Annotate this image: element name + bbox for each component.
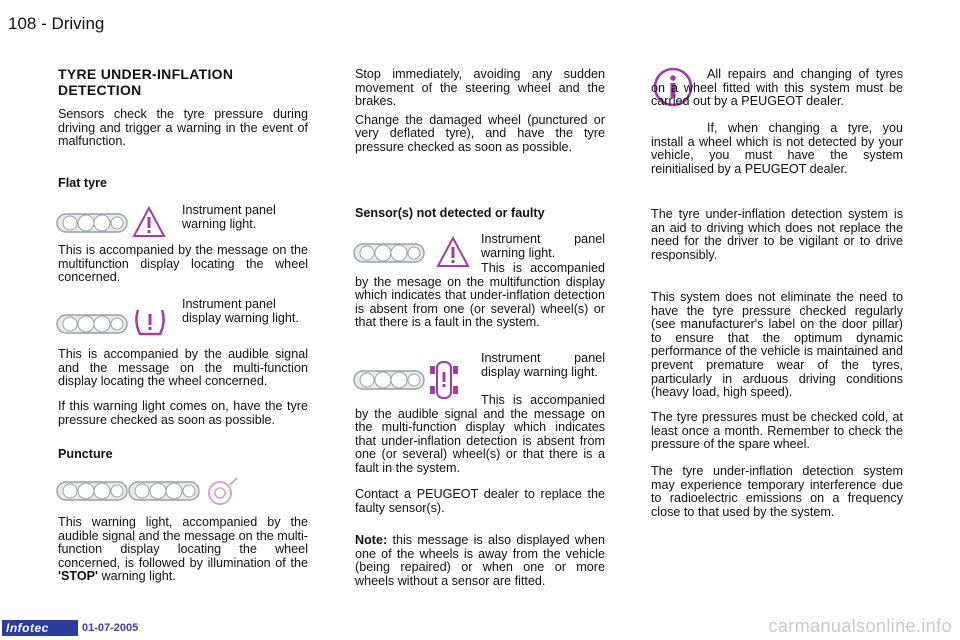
stop-immediately-text: Stop immediately, avoiding any sudden movement of the steering wheel and the brakes. [355, 67, 605, 109]
aid-text: The tyre under-inflation detection system is an aid to driving which does not replace the need for the driver to be vigilant or to drive responsibly. [651, 207, 903, 262]
sensor-heading: Sensor(s) not detected or faulty [355, 206, 545, 220]
flat-if-comes-on-text: If this warning light comes on, have the tyre pressure checked as soon as possible. [58, 399, 308, 427]
puncture-text [58, 516, 308, 584]
repairs-text: All repairs and changing of tyres on a wheel fitted with this system must be carried out by a PEUGEOT dealer. [651, 67, 903, 109]
flat-tyre-heading: Flat tyre [58, 176, 107, 190]
sensor-warning-light-label: Instrument panel warning light. [481, 232, 605, 260]
flat-audible-text: This is accompanied by the audible signal and the message on the multi-function display locating the wheel concerned. [58, 347, 308, 389]
warning-triangle-icon [132, 206, 166, 238]
contact-dealer-text: Contact a PEUGEOT dealer to replace the faulty sensor(s). [355, 487, 605, 515]
puncture-text-prefix: This warning light, accompanied by the audible signal and the message on the multi-function display locating the wheel concerned, is followed by illumination of the [58, 515, 308, 570]
instrument-panel-icon [56, 211, 128, 235]
sensor-display-warning-label: Instrument panel display warning light. [481, 351, 605, 379]
if-changing-text: If, when changing a tyre, you install a wheel which is not detected by your vehicle, you must have the system reinitialised by a PEUGEOT dealer. [651, 121, 903, 176]
instrument-panel-icon [56, 479, 128, 503]
puncture-heading: Puncture [58, 447, 113, 461]
tyre-pressure-warning-icon [132, 304, 168, 340]
note-body: this message is also displayed when one of the wheels is away from the vehicle (being repaired) or when one or more wheels without a sensor are fitted. [355, 533, 605, 588]
flat-warning-light-label: Instrument panel warning light. [182, 203, 276, 231]
note-label: Note: [355, 533, 388, 547]
infotec-logo: Infotec [2, 620, 78, 636]
section-title: TYRE UNDER-INFLATION DETECTION [58, 66, 234, 98]
column-1 [58, 66, 308, 154]
sensor-accompanied-text: This is accompanied by the mesage on the multifunction display which indicates that under-inflation detection is absent from one (or several) wheel(s) or that there is a fault in the system. [355, 261, 605, 330]
flat-accompanied-text: This is accompanied by the message on the multifunction display locating the wheel concerned. [58, 243, 308, 285]
sensor-audible-text: This is accompanied by the audible signal and the message on the multi-function display which indicates that under-inflation detection is absent from one (or several) wheel(s) or that there is a fault in the system. [355, 393, 605, 475]
instrument-panel-icon [353, 368, 425, 392]
instrument-panel-icon [56, 312, 128, 336]
page-header: 108 - Driving [8, 14, 105, 33]
stop-label: 'STOP' [58, 569, 99, 584]
interference-text: The tyre under-inflation detection system may experience temporary interference due to radioelectric emissions on a frequency close to that used by the system. [651, 464, 903, 519]
checked-cold-text: The tyre pressures must be checked cold, at least once a month. Remember to check the pressure of the spare wheel. [651, 410, 903, 452]
puncture-text-suffix: warning light. [98, 569, 176, 584]
intro-text: Sensors check the tyre pressure during driving and trigger a warning in the event of malfunction. [58, 107, 308, 149]
column-2 [355, 68, 605, 160]
puncture-warning-icon [204, 475, 240, 507]
does-not-eliminate-text: This system does not eliminate the need to have the tyre pressure checked regularly (see manufacturer's label on the door pillar) to ensure that the optimum dynamic performance of the vehicle is maintained and prevent premature wear of the tyres, particularly in arduous driving conditions (heavy load, high speed). [651, 290, 903, 400]
instrument-panel-icon [128, 479, 200, 503]
watermark: carmanualsonline.info [768, 616, 952, 636]
footer-date: 01-07-2005 [82, 622, 139, 634]
note-text [355, 534, 605, 588]
change-wheel-text: Change the damaged wheel (punctured or very deflated tyre), and have the tyre pressure checked as soon as possible. [355, 112, 605, 154]
flat-display-warning-label: Instrument panel display warning light. [182, 297, 299, 325]
